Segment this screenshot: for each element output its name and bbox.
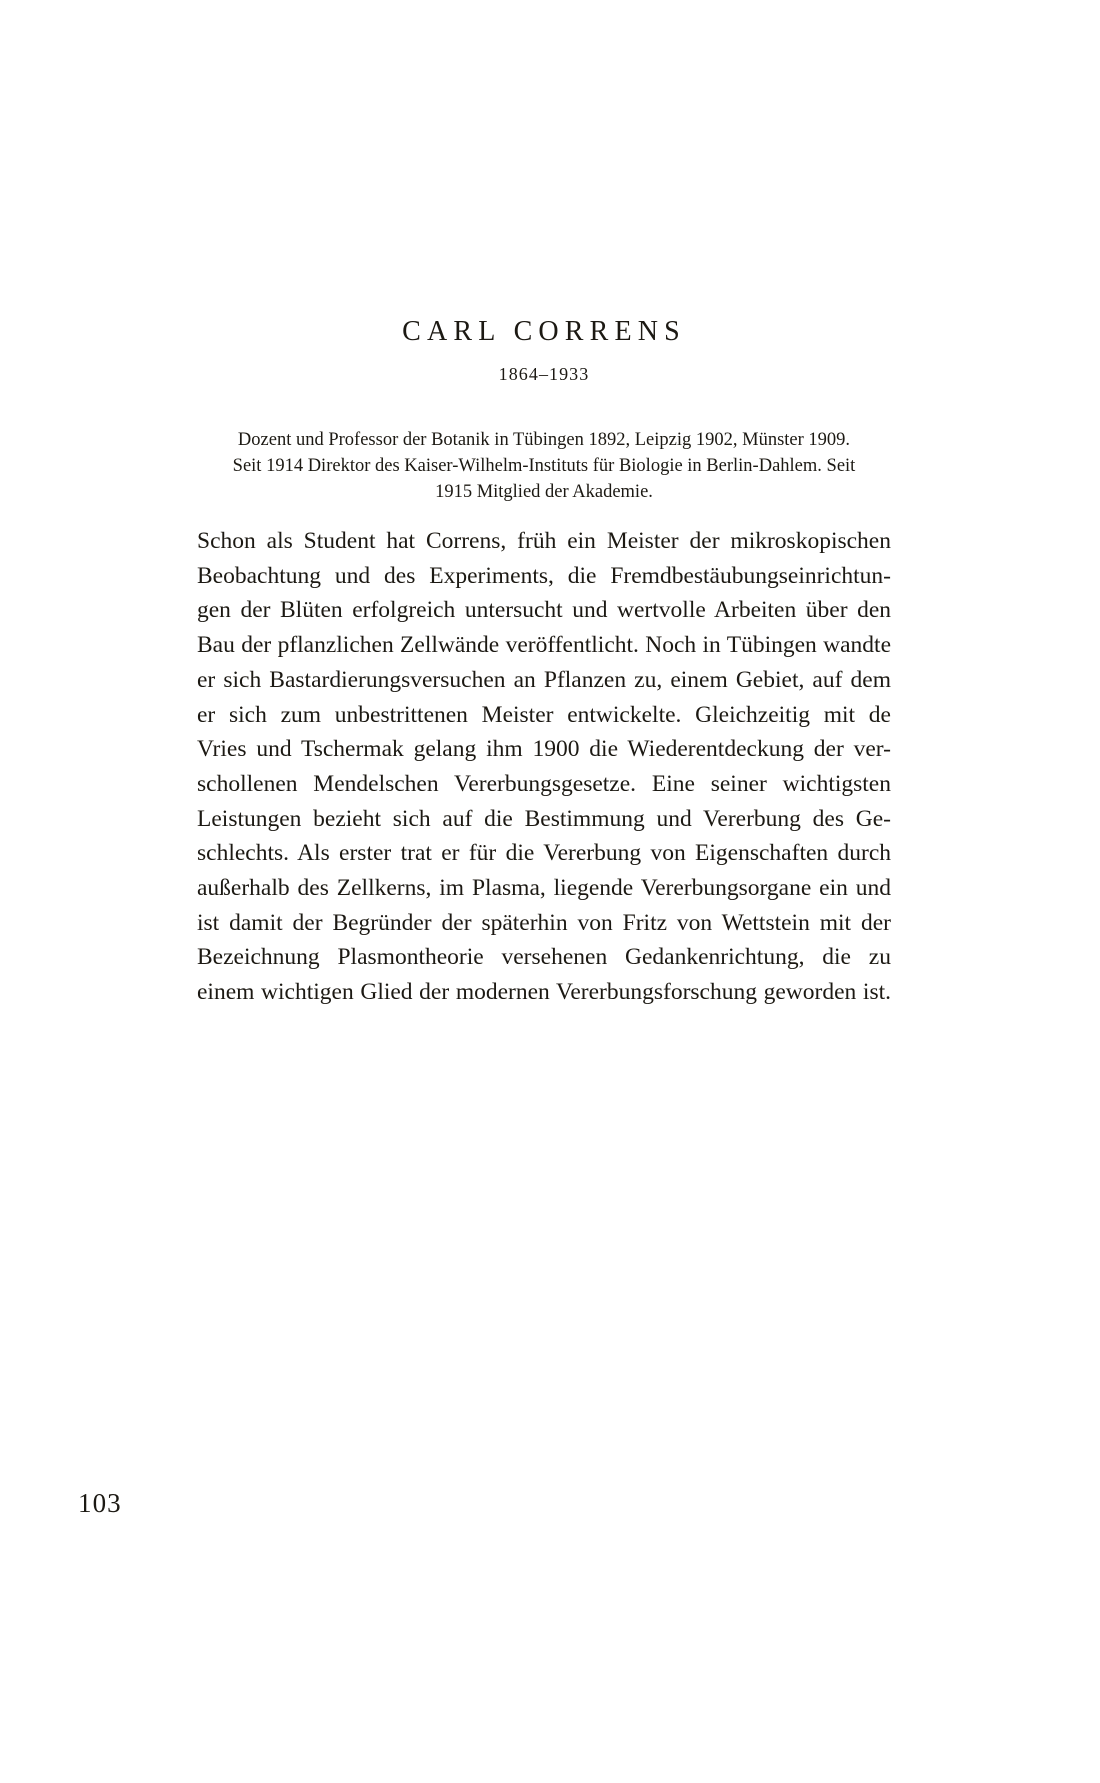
text-line: 1915 Mitglied der Akademie.: [435, 482, 653, 502]
text-line: außerhalb des Zellkerns, im Plasma, liegende Vererbungsorgane ein und: [197, 875, 891, 902]
page-number: 103: [78, 1488, 122, 1518]
text-line: Schon als Student hat Correns, früh ein Meister der mikroskopischen: [197, 528, 891, 554]
text-line: Dozent und Professor der Botanik in Tübingen 1892, Leipzig 1902, Münster 1909.: [237, 430, 851, 450]
text-line: ist damit der Begründer der späterhin von Fritz von Wettstein mit der: [197, 909, 891, 936]
text-line: er sich Bastardierungsversuchen an Pflanzen zu, einem Gebiet, auf dem: [197, 666, 891, 693]
bio-block: [190, 427, 898, 505]
text-line: Seit 1914 Direktor des Kaiser-Wilhelm-Instituts für Biologie in Berlin-Dahlem. Seit: [232, 456, 856, 476]
text-line: schlechts. Als erster trat er für die Vererbung von Eigenschaften durch: [197, 840, 891, 867]
text-line: Bau der pflanzlichen Zellwände veröffentlicht. Noch in Tübingen wandte: [197, 632, 891, 659]
text-line: Bezeichnung Plasmontheorie versehenen Gedankenrichtung, die zu: [197, 944, 891, 971]
text-line: einem wichtigen Glied der modernen Vererbungsforschung geworden ist.: [197, 979, 891, 1006]
text-line: Leistungen bezieht sich auf die Bestimmung und Vererbung des Ge-: [197, 805, 891, 832]
text-line: schollenen Mendelschen Vererbungsgesetze. Eine seiner wichtigsten: [197, 770, 891, 797]
text-line: Beobachtung und des Experiments, die Fremdbestäubungseinrichtun-: [197, 562, 891, 589]
body-paragraph: [197, 524, 891, 1010]
page-title: CARL CORRENS: [402, 316, 686, 347]
text-line: er sich zum unbestrittenen Meister entwickelte. Gleichzeitig mit de: [197, 701, 891, 728]
text-line: gen der Blüten erfolgreich untersucht und wertvolle Arbeiten über den: [197, 597, 891, 624]
text-line: Vries und Tschermak gelang ihm 1900 die Wiederentdeckung der ver-: [197, 736, 891, 763]
life-dates: 1864–1933: [498, 364, 590, 384]
